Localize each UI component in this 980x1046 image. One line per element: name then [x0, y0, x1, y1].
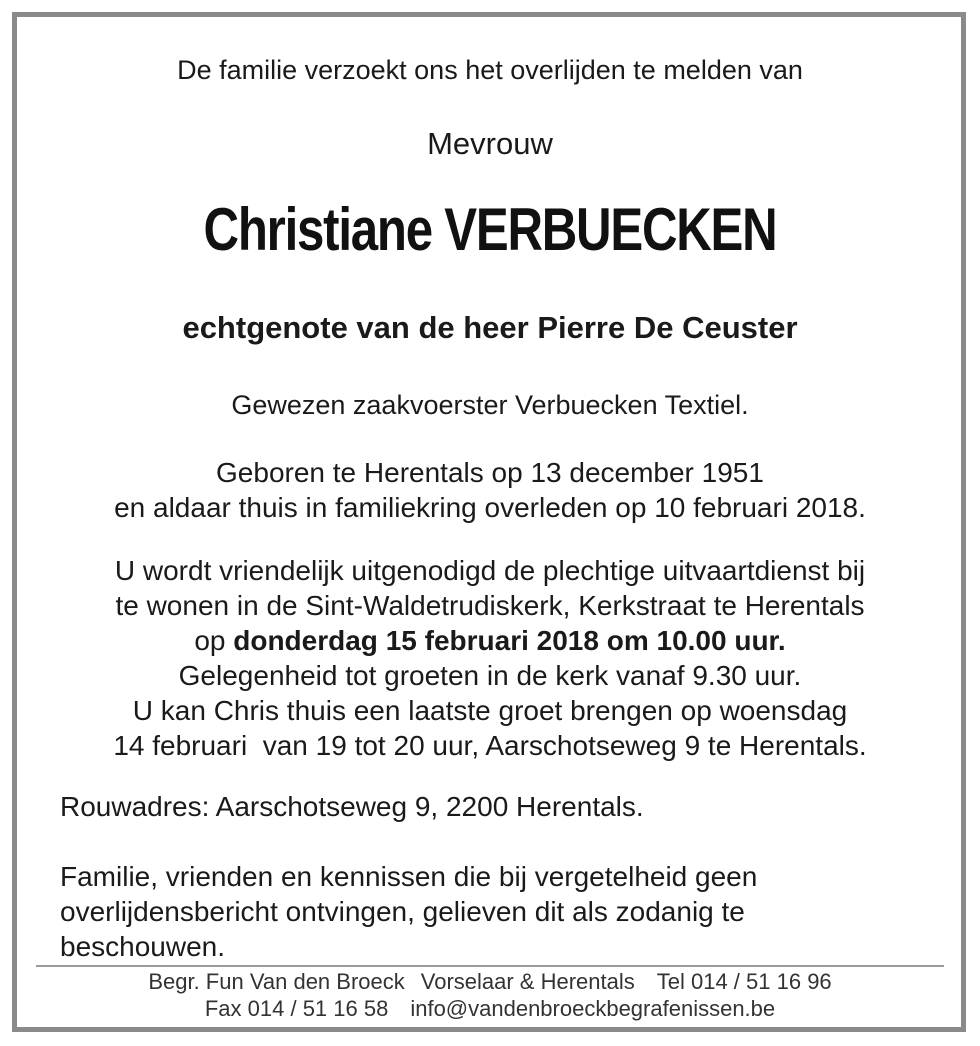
service-line-1: U wordt vriendelijk uitgenodigd de plechtige uitvaartdienst bij: [114, 555, 866, 586]
service-date-time: donderdag 15 februari 2018 om 10.00 uur.: [233, 625, 786, 656]
fax-number: Fax 014 / 51 16 58: [204, 996, 389, 1021]
service-line-3-prefix: op: [194, 625, 226, 656]
email-address[interactable]: info@vandenbroeckbegrafenissen.be: [410, 996, 776, 1021]
service-line-2: te wonen in de Sint-Waldetrudiskerk, Kerkstraat te Herentals: [115, 590, 865, 621]
service-block: [0, 553, 980, 763]
mourning-address: Rouwadres: Aarschotseweg 9, 2200 Herentals.: [60, 791, 644, 822]
service-line-4: Gelegenheid tot groeten in de kerk vanaf 9.30 uur.: [178, 660, 802, 691]
notice-line-2: overlijdensbericht ontvingen, gelieven dit als zodanig te: [60, 896, 745, 927]
spouse-line: echtgenote van de heer Pierre De Ceuster: [182, 310, 798, 345]
footer-line-1: [0, 968, 980, 995]
service-line-6: 14 februari van 19 tot 20 uur, Aarschotseweg 9 te Herentals.: [113, 730, 867, 761]
occupation-line: Gewezen zaakvoerster Verbuecken Textiel.: [231, 390, 749, 420]
footer-divider: [36, 965, 944, 967]
birth-line: Geboren te Herentals op 13 december 1951: [216, 457, 764, 488]
footer: [0, 968, 980, 1022]
intro-text: De familie verzoekt ons het overlijden te melden van: [177, 55, 803, 85]
notice-line-1: Familie, vrienden en kennissen die bij vergetelheid geen: [60, 861, 758, 892]
notice-line-3: beschouwen.: [60, 931, 226, 962]
service-line-5: U kan Chris thuis een laatste groet brengen op woensdag: [132, 695, 848, 726]
family-notice: [60, 859, 920, 964]
birth-death-block: [0, 455, 980, 525]
honorific: Mevrouw: [427, 126, 553, 161]
undertaker-name: Begr. Fun Van den Broeck: [148, 969, 405, 994]
footer-line-2: [0, 995, 980, 1022]
death-line: en aldaar thuis in familiekring overleden op 10 februari 2018.: [114, 492, 866, 523]
deceased-name: Christiane VERBUECKEN: [203, 196, 777, 263]
undertaker-location: Vorselaar & Herentals: [420, 969, 635, 994]
service-line-3: [0, 623, 980, 658]
phone-number: Tel 014 / 51 16 96: [656, 969, 832, 994]
